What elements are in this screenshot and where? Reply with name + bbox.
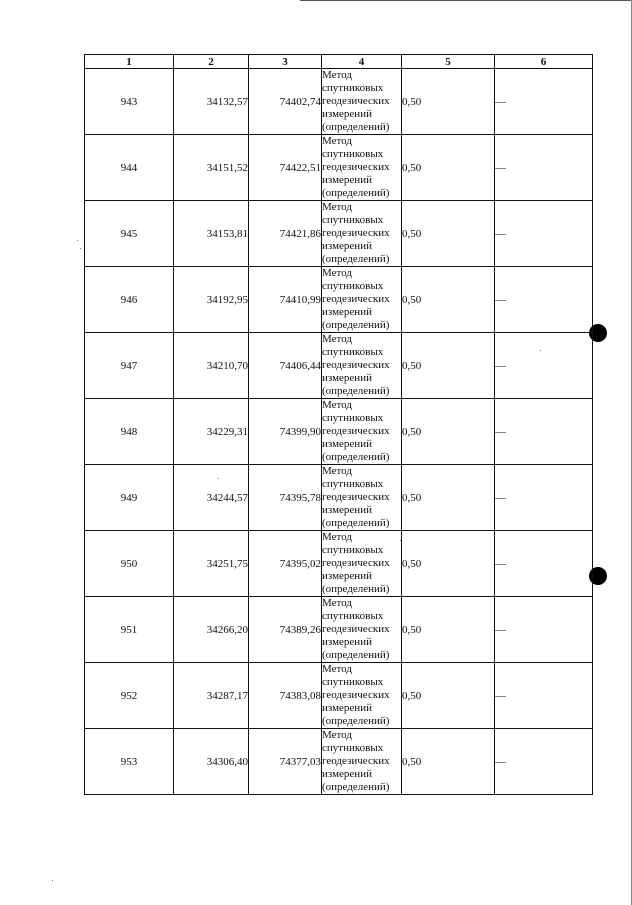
point-number-cell: 947 xyxy=(85,333,174,399)
scan-speck xyxy=(52,880,53,881)
column-header-2: 2 xyxy=(174,55,249,69)
method-text-line: измерений xyxy=(322,108,372,120)
x-coordinate-cell: 34287,17 xyxy=(174,663,249,729)
method-text-line: спутниковых xyxy=(322,610,384,622)
accuracy-cell: 0,50 xyxy=(402,201,495,267)
y-coordinate-cell: 74395,78 xyxy=(249,465,322,531)
method-text-line: спутниковых xyxy=(322,544,384,556)
method-text-line: спутниковых xyxy=(322,214,384,226)
column-header-4: 4 xyxy=(322,55,402,69)
y-coordinate-cell: 74399,90 xyxy=(249,399,322,465)
method-text-line: измерений xyxy=(322,240,372,252)
method-cell xyxy=(322,333,402,399)
table-row xyxy=(85,531,593,597)
method-text-line: (определений) xyxy=(322,319,390,331)
table-row xyxy=(85,333,593,399)
table-row xyxy=(85,267,593,333)
point-number-cell: 949 xyxy=(85,465,174,531)
method-text-line: геодезических xyxy=(322,623,390,635)
note-cell: — xyxy=(495,333,593,399)
method-cell xyxy=(322,135,402,201)
method-cell xyxy=(322,465,402,531)
accuracy-cell: 0,50 xyxy=(402,465,495,531)
x-coordinate-cell: 34251,75 xyxy=(174,531,249,597)
accuracy-cell: 0,50 xyxy=(402,663,495,729)
method-text-line: геодезических xyxy=(322,755,390,767)
method-text-line: измерений xyxy=(322,174,372,186)
method-text-line: (определений) xyxy=(322,385,390,397)
method-text-line: (определений) xyxy=(322,187,390,199)
coordinates-table xyxy=(84,54,593,795)
note-cell: — xyxy=(495,465,593,531)
method-text-line: (определений) xyxy=(322,121,390,133)
x-coordinate-cell: 34266,20 xyxy=(174,597,249,663)
table-row xyxy=(85,201,593,267)
y-coordinate-cell: 74395,02 xyxy=(249,531,322,597)
table-row xyxy=(85,399,593,465)
column-header-5: 5 xyxy=(402,55,495,69)
method-text-line: геодезических xyxy=(322,689,390,701)
x-coordinate-cell: 34210,70 xyxy=(174,333,249,399)
method-cell xyxy=(322,531,402,597)
method-text-line: геодезических xyxy=(322,491,390,503)
point-number-cell: 953 xyxy=(85,729,174,795)
table-row xyxy=(85,135,593,201)
method-text-line: измерений xyxy=(322,570,372,582)
scan-speck xyxy=(80,248,81,249)
method-text-line: Метод xyxy=(322,399,352,411)
method-text-line: (определений) xyxy=(322,583,390,595)
method-text-line: Метод xyxy=(322,69,352,81)
point-number-cell: 943 xyxy=(85,69,174,135)
point-number-cell: 952 xyxy=(85,663,174,729)
method-text-line: Метод xyxy=(322,267,352,279)
method-text-line: геодезических xyxy=(322,95,390,107)
y-coordinate-cell: 74389,26 xyxy=(249,597,322,663)
point-number-cell: 945 xyxy=(85,201,174,267)
note-cell: — xyxy=(495,531,593,597)
y-coordinate-cell: 74402,74 xyxy=(249,69,322,135)
accuracy-cell: 0,50 xyxy=(402,399,495,465)
method-cell xyxy=(322,729,402,795)
accuracy-cell: 0,50 xyxy=(402,531,495,597)
method-text-line: Метод xyxy=(322,597,352,609)
method-text-line: геодезических xyxy=(322,293,390,305)
method-text-line: измерений xyxy=(322,438,372,450)
point-number-cell: 944 xyxy=(85,135,174,201)
point-number-cell: 950 xyxy=(85,531,174,597)
note-cell: — xyxy=(495,597,593,663)
method-text-line: спутниковых xyxy=(322,412,384,424)
method-cell xyxy=(322,267,402,333)
x-coordinate-cell: 34153,81 xyxy=(174,201,249,267)
y-coordinate-cell: 74421,86 xyxy=(249,201,322,267)
method-text-line: измерений xyxy=(322,306,372,318)
method-text-line: Метод xyxy=(322,531,352,543)
point-number-cell: 951 xyxy=(85,597,174,663)
method-text-line: спутниковых xyxy=(322,148,384,160)
method-text-line: геодезических xyxy=(322,161,390,173)
page-top-edge xyxy=(300,0,632,1)
method-cell xyxy=(322,201,402,267)
method-text-line: (определений) xyxy=(322,781,390,793)
accuracy-cell: 0,50 xyxy=(402,135,495,201)
method-text-line: спутниковых xyxy=(322,478,384,490)
note-cell: — xyxy=(495,201,593,267)
method-text-line: спутниковых xyxy=(322,82,384,94)
y-coordinate-cell: 74422,51 xyxy=(249,135,322,201)
y-coordinate-cell: 74377,03 xyxy=(249,729,322,795)
table-header-row xyxy=(85,55,593,69)
method-cell xyxy=(322,399,402,465)
x-coordinate-cell: 34192,95 xyxy=(174,267,249,333)
note-cell: — xyxy=(495,729,593,795)
method-text-line: (определений) xyxy=(322,253,390,265)
method-text-line: геодезических xyxy=(322,425,390,437)
x-coordinate-cell: 34151,52 xyxy=(174,135,249,201)
method-text-line: Метод xyxy=(322,201,352,213)
method-text-line: измерений xyxy=(322,372,372,384)
note-cell: — xyxy=(495,663,593,729)
note-cell: — xyxy=(495,135,593,201)
method-cell xyxy=(322,69,402,135)
accuracy-cell: 0,50 xyxy=(402,729,495,795)
method-text-line: измерений xyxy=(322,768,372,780)
method-text-line: геодезических xyxy=(322,557,390,569)
table-row xyxy=(85,465,593,531)
method-text-line: геодезических xyxy=(322,359,390,371)
table-row xyxy=(85,663,593,729)
method-text-line: спутниковых xyxy=(322,742,384,754)
table-row xyxy=(85,69,593,135)
table-row xyxy=(85,597,593,663)
y-coordinate-cell: 74406,44 xyxy=(249,333,322,399)
method-text-line: спутниковых xyxy=(322,280,384,292)
method-cell xyxy=(322,597,402,663)
column-header-1: 1 xyxy=(85,55,174,69)
note-cell: — xyxy=(495,399,593,465)
column-header-6: 6 xyxy=(495,55,593,69)
method-text-line: (определений) xyxy=(322,451,390,463)
x-coordinate-cell: 34132,57 xyxy=(174,69,249,135)
method-text-line: спутниковых xyxy=(322,676,384,688)
accuracy-cell: 0,50 xyxy=(402,69,495,135)
x-coordinate-cell: 34244,57 xyxy=(174,465,249,531)
method-text-line: (определений) xyxy=(322,517,390,529)
method-text-line: измерений xyxy=(322,702,372,714)
method-text-line: Метод xyxy=(322,465,352,477)
accuracy-cell: 0,50 xyxy=(402,267,495,333)
column-header-3: 3 xyxy=(249,55,322,69)
method-text-line: Метод xyxy=(322,729,352,741)
scan-speck xyxy=(77,240,78,241)
accuracy-cell: 0,50 xyxy=(402,333,495,399)
method-text-line: спутниковых xyxy=(322,346,384,358)
y-coordinate-cell: 74383,08 xyxy=(249,663,322,729)
note-cell: — xyxy=(495,267,593,333)
method-text-line: Метод xyxy=(322,135,352,147)
method-text-line: Метод xyxy=(322,663,352,675)
method-text-line: геодезических xyxy=(322,227,390,239)
method-text-line: (определений) xyxy=(322,715,390,727)
note-cell: — xyxy=(495,69,593,135)
method-text-line: измерений xyxy=(322,504,372,516)
method-text-line: (определений) xyxy=(322,649,390,661)
x-coordinate-cell: 34229,31 xyxy=(174,399,249,465)
y-coordinate-cell: 74410,99 xyxy=(249,267,322,333)
table-row xyxy=(85,729,593,795)
table-body xyxy=(85,69,593,795)
accuracy-cell: 0,50 xyxy=(402,597,495,663)
method-text-line: Метод xyxy=(322,333,352,345)
point-number-cell: 946 xyxy=(85,267,174,333)
method-cell xyxy=(322,663,402,729)
point-number-cell: 948 xyxy=(85,399,174,465)
method-text-line: измерений xyxy=(322,636,372,648)
x-coordinate-cell: 34306,40 xyxy=(174,729,249,795)
